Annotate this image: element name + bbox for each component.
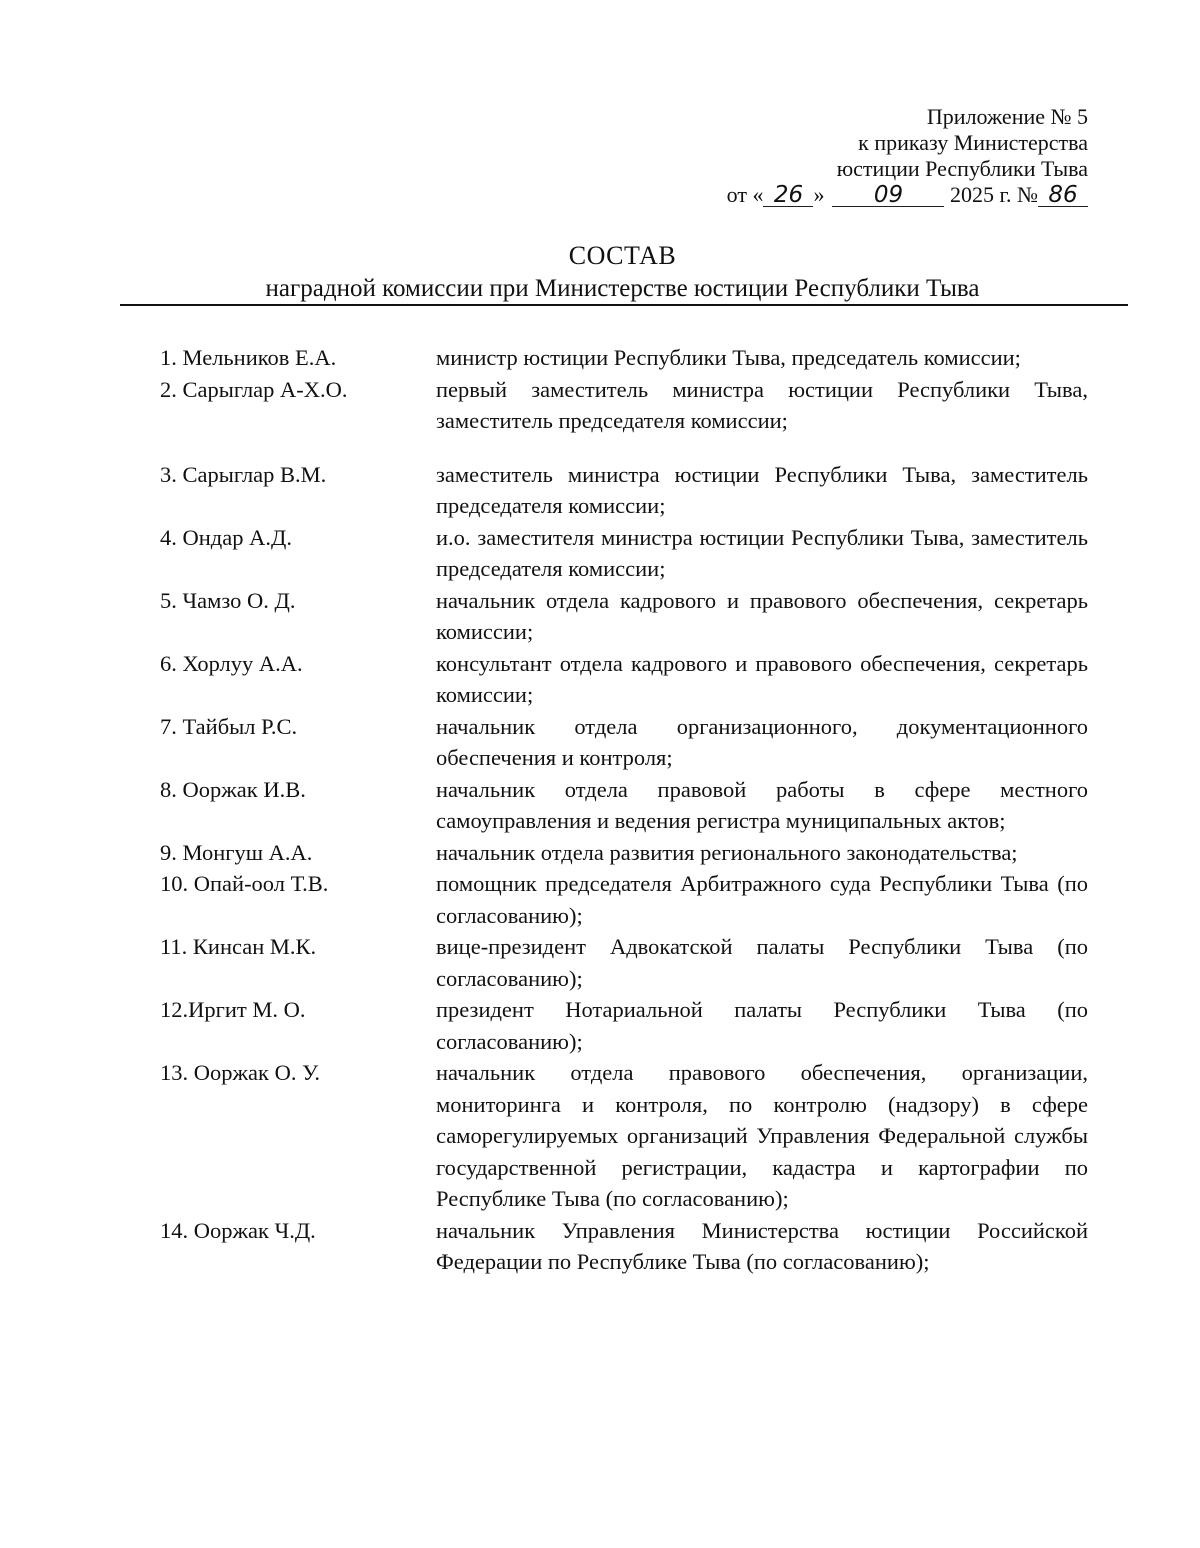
member-name: 14. Ооржак Ч.Д.	[160, 1217, 316, 1243]
member-name: 9. Монгуш А.А.	[160, 839, 313, 865]
member-name: 1. Мельников Е.А.	[160, 345, 337, 370]
member-row	[160, 1215, 1088, 1278]
member-role: начальник Управления Министерства юстиции Российской Федерации по Республике Тыва (по согласованию);	[436, 1217, 1088, 1274]
title-divider	[120, 304, 1128, 306]
member-row	[160, 459, 1088, 522]
member-role: министр юстиции Республики Тыва, председатель комиссии;	[436, 345, 1021, 370]
handwritten-order-number: 86	[1038, 184, 1088, 207]
member-role: начальник отдела правовой работы в сфере местного самоуправления и ведения регистра муниципальных актов;	[436, 776, 1088, 833]
annex-line-ministry: юстиции Республики Тыва	[836, 156, 1088, 181]
member-name: 5. Чамзо О. Д.	[160, 587, 296, 613]
member-role: начальник отдела развития регионального законодательства;	[436, 839, 1018, 865]
member-name: 3. Сарыглар В.М.	[160, 461, 327, 487]
member-role: президент Нотариальной палаты Республики Тыва (по согласованию);	[436, 997, 1088, 1054]
member-role: вице-президент Адвокатской палаты Республики Тыва (по согласованию);	[436, 934, 1088, 991]
title-subheading: наградной комиссии при Министерстве юстиции Республики Тыва	[265, 275, 980, 302]
member-name: 4. Ондар А.Д.	[160, 524, 292, 550]
title-heading: СОСТАВ	[568, 241, 677, 270]
date-prefix: от «	[726, 182, 764, 207]
member-name: 11. Кинсан М.К.	[160, 934, 317, 959]
order-year: 2025 г. №	[949, 182, 1038, 207]
member-role: консультант отдела кадрового и правового обеспечения, секретарь комиссии;	[436, 650, 1088, 707]
member-name: 6. Хорлуу А.А.	[160, 650, 303, 676]
date-mid: »	[813, 182, 825, 207]
member-role: начальник отдела организационного, документационного обеспечения и контроля;	[436, 713, 1088, 770]
members-list	[160, 342, 1088, 1278]
handwritten-day: 26	[763, 184, 813, 207]
member-row	[160, 374, 1088, 437]
member-row	[160, 342, 1088, 374]
member-row	[160, 931, 1088, 994]
member-row	[160, 837, 1088, 869]
annex-header	[727, 104, 1088, 208]
member-row	[160, 868, 1088, 931]
member-row	[160, 648, 1088, 711]
member-role: заместитель министра юстиции Республики Тыва, заместитель председателя комиссии;	[436, 461, 1088, 518]
member-row	[160, 774, 1088, 837]
member-name: 2. Сарыглар А-Х.О.	[160, 376, 348, 402]
member-role: и.о. заместителя министра юстиции Республики Тыва, заместитель председателя комиссии;	[436, 524, 1088, 581]
member-name: 13. Ооржак О. У.	[160, 1060, 320, 1085]
order-date-line	[727, 182, 1088, 208]
member-name: 12.Иргит М. О.	[160, 997, 306, 1022]
handwritten-month: 09	[832, 184, 944, 207]
member-row	[160, 1057, 1088, 1215]
member-role: начальник отдела кадрового и правового обеспечения, секретарь комиссии;	[436, 587, 1088, 644]
member-name: 7. Тайбыл Р.С.	[160, 713, 298, 739]
annex-line-order: к приказу Министерства	[858, 130, 1088, 155]
member-row	[160, 994, 1088, 1057]
member-role: начальник отдела правового обеспечения, организации, мониторинга и контроля, по контролю (надзору) в сфере саморегулируемых организаций Управления Федеральной службы государственной регистрации, кадастра и картографии по Республике Тыва (по согласованию);	[436, 1060, 1088, 1211]
member-row	[160, 711, 1088, 774]
member-row	[160, 522, 1088, 585]
member-row	[160, 585, 1088, 648]
member-role: первый заместитель министра юстиции Республики Тыва, заместитель председателя комиссии;	[436, 376, 1088, 433]
member-name: 10. Опай-оол Т.В.	[160, 871, 329, 896]
member-role: помощник председателя Арбитражного суда Республики Тыва (по согласованию);	[436, 871, 1088, 928]
annex-line-number: Приложение № 5	[926, 104, 1088, 129]
member-name: 8. Ооржак И.В.	[160, 776, 306, 802]
document-title	[0, 241, 1200, 304]
